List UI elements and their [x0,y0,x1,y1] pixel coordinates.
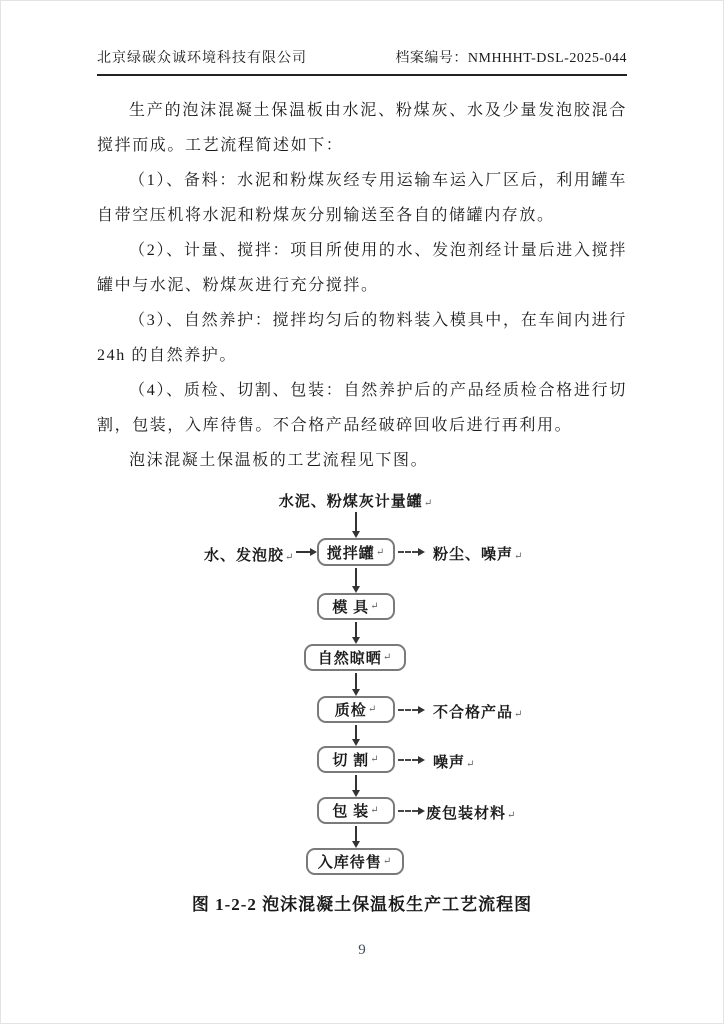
flow-source-label: 水泥、粉煤灰计量罐↵ [278,494,434,510]
body-paragraph: （3）、自然养护：搅拌均匀后的物料装入模具中，在车间内进行 24h 的自然养护。 [97,312,627,364]
flow-box-packaging: 包 装 ↵ [317,797,395,824]
return-mark: ↵ [370,601,380,612]
return-mark: ↵ [367,704,378,715]
body-paragraph: 生产的泡沫混凝土保温板由水泥、粉煤灰、水及少量发泡胶混合搅拌而成。工艺流程简述如下： [97,102,627,154]
flow-arrow-down-icon [355,673,357,689]
doc-number [395,47,627,67]
flow-arrow-down-icon [355,512,357,531]
body-paragraph: 泡沫混凝土保温板的工艺流程见下图。 [129,452,429,469]
flow-box-mixing-tank: 搅拌罐 ↵ [317,538,395,566]
flow-arrow-down-icon [355,568,357,586]
page-number: 9 [358,942,366,958]
flow-emission-rejected-products: 不合格产品↵ [433,705,524,721]
flow-box-natural-drying: 自然晾晒 ↵ [304,644,406,671]
page-body [97,93,627,959]
doc-number-label: 档案编号： [395,51,468,66]
flow-arrow-down-icon [355,622,357,637]
flow-emission-waste-packaging: 废包装材料↵ [426,806,517,822]
return-mark: ↵ [507,810,517,821]
flow-box-quality-inspection: 质检 ↵ [317,696,395,723]
body-paragraph: （2）、计量、搅拌：项目所使用的水、发泡剂经计量后进入搅拌罐中与水泥、粉煤灰进行充分搅拌。 [97,242,627,294]
return-mark: ↵ [423,498,434,509]
return-mark: ↵ [370,754,380,765]
flow-arrow-down-icon [355,725,357,739]
figure-caption: 图 1-2-2 泡沫混凝土保温板生产工艺流程图 [191,895,533,914]
return-mark: ↵ [514,551,524,562]
return-mark: ↵ [370,805,380,816]
flow-dashed-arrow-icon [398,551,418,553]
doc-number-value: NMHHHT-DSL-2025-044 [467,51,627,66]
body-paragraph: （1）、备料：水泥和粉煤灰经专用运输车运入厂区后，利用罐车自带空压机将水泥和粉煤灰分别输送至各自的储罐内存放。 [97,172,627,224]
return-mark: ↵ [375,546,386,558]
flow-arrow-right-icon [296,551,310,553]
flow-input-label: 水、发泡胶↵ [204,548,295,564]
return-mark: ↵ [514,709,524,720]
return-mark: ↵ [285,552,295,563]
flow-box-cutting: 切 割 ↵ [317,746,395,773]
process-flowchart [1,488,724,882]
flow-box-mold: 模 具 ↵ [317,593,395,620]
flow-dashed-arrow-icon [398,810,418,812]
flow-dashed-arrow-icon [398,709,418,711]
flow-dashed-arrow-icon [398,759,418,761]
return-mark: ↵ [382,652,393,663]
flow-box-storage-for-sale: 入库待售 ↵ [306,848,404,875]
flow-emission-dust-noise: 粉尘、噪声↵ [433,547,524,563]
return-mark: ↵ [466,759,476,770]
flow-arrow-down-icon [355,826,357,841]
flow-arrow-down-icon [355,775,357,790]
body-paragraph: （4）、质检、切割、包装：自然养护后的产品经质检合格进行切割，包装，入库待售。不合格产品经破碎回收后进行再利用。 [97,382,627,434]
flow-emission-noise: 噪声↵ [433,755,476,771]
company-name: 北京绿碳众诚环境科技有限公司 [97,51,307,66]
return-mark: ↵ [382,856,393,867]
page-header [97,47,627,76]
